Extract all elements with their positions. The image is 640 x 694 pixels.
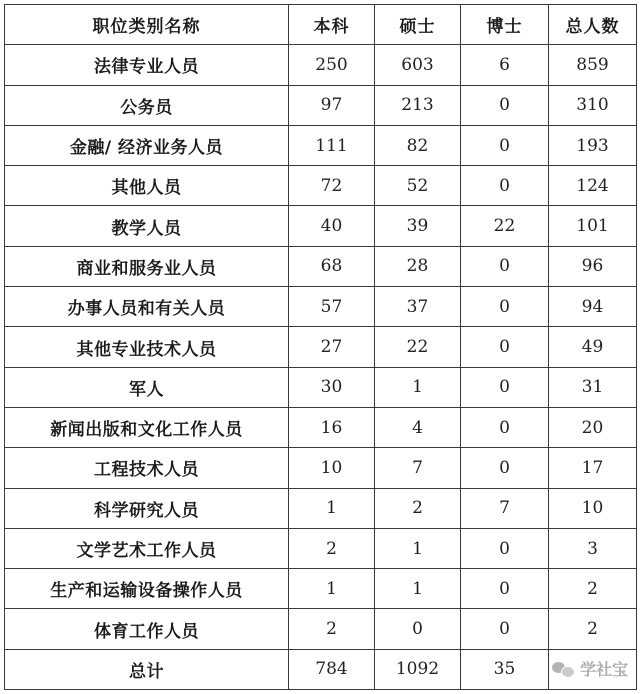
- master-cell: 82: [375, 125, 461, 165]
- bachelor-cell: 68: [289, 246, 375, 286]
- category-name-cell: 法律专业人员: [5, 45, 289, 85]
- total-cell: 310: [549, 85, 637, 125]
- category-name-cell: 办事人员和有关人员: [5, 287, 289, 327]
- category-name-cell: 科学研究人员: [5, 488, 289, 528]
- doctor-cell: 0: [461, 125, 549, 165]
- doctor-cell: 6: [461, 45, 549, 85]
- bachelor-cell: 40: [289, 206, 375, 246]
- total-cell: 2: [549, 569, 637, 609]
- master-cell: 1: [375, 569, 461, 609]
- total-all: [549, 649, 637, 689]
- bachelor-cell: 250: [289, 45, 375, 85]
- table-row: [5, 367, 637, 407]
- table-row: [5, 246, 637, 286]
- master-cell: 4: [375, 407, 461, 447]
- master-cell: 39: [375, 206, 461, 246]
- category-name-cell: 生产和运输设备操作人员: [5, 569, 289, 609]
- bachelor-cell: 10: [289, 448, 375, 488]
- table-row: [5, 85, 637, 125]
- doctor-cell: 0: [461, 166, 549, 206]
- category-name-cell: 其他专业技术人员: [5, 327, 289, 367]
- category-name-cell: 商业和服务业人员: [5, 246, 289, 286]
- bachelor-cell: 72: [289, 166, 375, 206]
- header-master: 硕士: [375, 5, 461, 45]
- bachelor-cell: 1: [289, 569, 375, 609]
- doctor-cell: 0: [461, 407, 549, 447]
- bachelor-cell: 2: [289, 528, 375, 568]
- master-cell: 213: [375, 85, 461, 125]
- table-row: [5, 569, 637, 609]
- table-row: [5, 327, 637, 367]
- doctor-cell: 0: [461, 609, 549, 649]
- total-cell: 17: [549, 448, 637, 488]
- master-cell: 22: [375, 327, 461, 367]
- category-name-cell: 文学艺术工作人员: [5, 528, 289, 568]
- master-cell: 0: [375, 609, 461, 649]
- table-row: [5, 488, 637, 528]
- bachelor-cell: 27: [289, 327, 375, 367]
- master-cell: 603: [375, 45, 461, 85]
- category-name-cell: 公务员: [5, 85, 289, 125]
- category-name-cell: 其他人员: [5, 166, 289, 206]
- category-name-cell: 金融/ 经济业务人员: [5, 125, 289, 165]
- total-cell: 96: [549, 246, 637, 286]
- doctor-cell: 0: [461, 85, 549, 125]
- doctor-cell: 0: [461, 287, 549, 327]
- table-row: [5, 206, 637, 246]
- master-cell: 7: [375, 448, 461, 488]
- header-total-people: 总人数: [549, 5, 637, 45]
- table-row: [5, 45, 637, 85]
- bachelor-cell: 30: [289, 367, 375, 407]
- total-doctor: 35: [461, 649, 549, 689]
- bachelor-cell: 97: [289, 85, 375, 125]
- table-row: [5, 125, 637, 165]
- master-cell: 1: [375, 367, 461, 407]
- doctor-cell: 0: [461, 569, 549, 609]
- category-name-cell: 教学人员: [5, 206, 289, 246]
- total-cell: 10: [549, 488, 637, 528]
- doctor-cell: 7: [461, 488, 549, 528]
- table-row: [5, 609, 637, 649]
- total-label: 总计: [5, 649, 289, 689]
- bachelor-cell: 57: [289, 287, 375, 327]
- header-category-name: 职位类别名称: [5, 5, 289, 45]
- header-doctor: 博士: [461, 5, 549, 45]
- master-cell: 2: [375, 488, 461, 528]
- total-cell: 859: [549, 45, 637, 85]
- doctor-cell: 0: [461, 528, 549, 568]
- master-cell: 1: [375, 528, 461, 568]
- table-row: [5, 528, 637, 568]
- table-row: [5, 448, 637, 488]
- table-row: [5, 166, 637, 206]
- total-cell: 2: [549, 609, 637, 649]
- total-bachelor: 784: [289, 649, 375, 689]
- total-cell: 193: [549, 125, 637, 165]
- table-body: [5, 45, 637, 690]
- total-cell: 20: [549, 407, 637, 447]
- category-name-cell: 军人: [5, 367, 289, 407]
- watermark-text: 学社宝: [579, 660, 628, 679]
- table-row: [5, 287, 637, 327]
- master-cell: 37: [375, 287, 461, 327]
- staff-category-table: [4, 4, 637, 690]
- doctor-cell: 0: [461, 448, 549, 488]
- total-cell: 124: [549, 166, 637, 206]
- doctor-cell: 0: [461, 246, 549, 286]
- category-name-cell: 新闻出版和文化工作人员: [5, 407, 289, 447]
- bachelor-cell: 2: [289, 609, 375, 649]
- category-name-cell: 体育工作人员: [5, 609, 289, 649]
- category-name-cell: 工程技术人员: [5, 448, 289, 488]
- doctor-cell: 0: [461, 327, 549, 367]
- doctor-cell: 22: [461, 206, 549, 246]
- total-cell: 31: [549, 367, 637, 407]
- doctor-cell: 0: [461, 367, 549, 407]
- total-cell: 101: [549, 206, 637, 246]
- bachelor-cell: 111: [289, 125, 375, 165]
- table-header-row: [5, 5, 637, 45]
- total-cell: 94: [549, 287, 637, 327]
- master-cell: 52: [375, 166, 461, 206]
- bachelor-cell: 1: [289, 488, 375, 528]
- table-row: [5, 407, 637, 447]
- bachelor-cell: 16: [289, 407, 375, 447]
- header-bachelor: 本科: [289, 5, 375, 45]
- total-cell: 49: [549, 327, 637, 367]
- total-master: 1092: [375, 649, 461, 689]
- table-total-row: [5, 649, 637, 689]
- total-cell: 3: [549, 528, 637, 568]
- master-cell: 28: [375, 246, 461, 286]
